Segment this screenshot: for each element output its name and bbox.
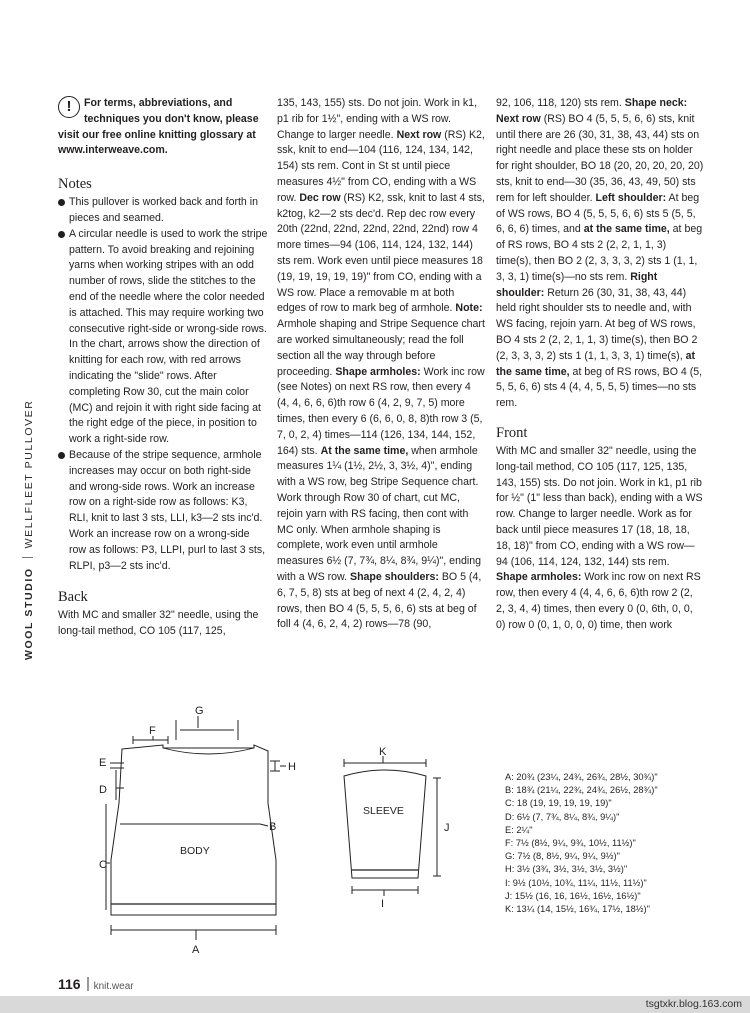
measure-k: K: 13¼ (14, 15½, 16¾, 17½, 18½)" (505, 904, 650, 915)
label-a: A (192, 944, 200, 956)
note-1: This pullover is worked back and forth in pieces and seamed. (58, 195, 268, 227)
back-instructions-cont: 92, 106, 118, 120) sts rem. Shape neck: Next row (RS) BO 4 (5, 5, 5, 6, 6) sts, knit until there are 26 (30, 31, 38, 43, 44) sts on right needle and place these sts on holder for right shoulder, BO 18 (20, 20, 20, 20, 20) sts, knit to end—30 (35, 36, 43, 49, 50) sts rem for left shoulder. Left shoulder: At beg of WS rows, BO 4 (5, 5, 5, 6, 6) sts 5 (5, 5, 6, 6, 6) times, and at the same time, at beg of RS rows, BO 4 sts 2 (2, 2, 1, 1, 3) time(s), then BO 2 (2, 3, 3, 3, 2) sts 1 (1, 1, 3, 3, 1) time(s)—no sts rem. Right shoulder: Return 26 (30, 31, 38, 43, 44) held right shoulder sts to needle and, with WS facing, rejoin yarn. At beg of WS rows, BO 4 sts 2 (2, 2, 1, 1, 3) time(s), then BO 2 (2, 3, 3, 3, 2) sts 1 (1, 1, 3, 3, 1) time(s), at the same time, at beg of RS rows, BO 4 (5, 5, 5, 6, 6) sts 4 (4, 4, 5, 5, 5) times—no sts rem. (496, 97, 704, 410)
label-i: I (381, 898, 385, 910)
measure-g: G: 7½ (8, 8½, 9¼, 9¼, 9½)" (505, 851, 620, 862)
measure-i: I: 9½ (10½, 10¾, 11¼, 11½, 11½)" (505, 877, 647, 888)
label-d: D (99, 784, 107, 796)
sleeve-label: SLEEVE (363, 805, 404, 817)
column-1 (58, 96, 268, 640)
label-g: G (195, 705, 204, 717)
side-separator (22, 557, 33, 558)
back-instructions: 135, 143, 155) sts. Do not join. Work in k1, p1 rib for 1½", ending with a WS row. Change to larger needle. Next row (RS) K2, ssk, knit to end—104 (116, 124, 134, 142, 154) sts rem. Cont in St st until piece measures 4½" from CO, ending with a WS row. Dec row (RS) K2, ssk, knit to last 4 sts, k2tog, k2—2 sts dec'd. Rep dec row every 20th (22nd, 22nd, 22nd, 22nd, 22nd) row 4 more times—94 (106, 114, 124, 132, 144) sts rem. Work even until piece measures 18 (19, 19, 19, 19, 19)" from CO, ending with a WS row. Place a removable m at both edges of row to mark beg of armhole. Note: Armhole shaping and Stripe Sequence chart are worked simultaneously; read the foll section all the way through before proceeding. Shape armholes: Work inc row (see Notes) on next RS row, then every 4 (4, 4, 6, 6, 6)th row 6 (4, 2, 9, 7, 5) more times, then every 6 (6, 6, 0, 8, 8)th row 3 (5, 7, 0, 2, 4) times—114 (126, 134, 144, 152, 164) sts. At the same time, when armhole measures 1¼ (1½, 2½, 3, 3½, 4)", ending with a WS row, beg Stripe Sequence chart. Work through Row 30 of chart, cut MC, rejoin yarn with RS facing, then cont with MC only. When armhole shaping is complete, work even until armhole measures 6½ (7, 7¾, 8¼, 8¾, 9¼)", ending with a WS row. Shape shoulders: BO 5 (4, 6, 7, 5, 8) sts at beg of next 4 (2, 4, 2, 4) rows, then BO 4 (5, 5, 5, 6, 6) sts at beg of foll 4 (4, 6, 2, 4, 2) rows—78 (90, (277, 97, 485, 631)
label-b: B (269, 821, 277, 833)
note-3: Because of the stripe sequence, armhole increases may occur on both right-side and wrong-side rows. Work an increase row on a right-side row as follows: K3, RLI, knit to last 3 sts, LLI, k3—2 sts inc'd. Work an increase row on a wrong-side row as follows: P3, LLPI, purl to last 3 sts, RLPI, p3—2 sts inc'd. (58, 448, 268, 574)
side-label (22, 400, 35, 660)
measure-h: H: 3½ (3¾, 3½, 3½, 3½, 3½)" (505, 864, 628, 875)
measure-e: E: 2¼" (505, 824, 533, 835)
glossary-notice (58, 96, 268, 159)
measure-a: A: 20¾ (23¼, 24¾, 26¾, 28½, 30¾)" (505, 772, 658, 782)
label-h: H (288, 761, 296, 773)
column-3 (496, 96, 704, 634)
watermark: tsgtxkr.blog.163.com (645, 998, 742, 1010)
wool-studio-label: WOOL STUDIO (23, 567, 35, 660)
back-heading: Back (58, 589, 88, 606)
notice-text: For terms, abbreviations, and techniques you don't know, please visit our free online knitting glossary at www.interweave.com. (58, 97, 259, 157)
column-2 (277, 96, 485, 633)
footer-bar (0, 996, 750, 1013)
folio-divider (87, 977, 89, 991)
back-text-start: With MC and smaller 32" needle, using the long-tail method, CO 105 (117, 125, (58, 609, 259, 638)
magazine-name: knit.wear (93, 981, 134, 992)
measure-f: F: 7½ (8½, 9¼, 9¾, 10½, 11½)" (505, 838, 636, 849)
measurements-list (505, 771, 658, 916)
page-number: 116 (58, 976, 81, 992)
sleeve-outline (344, 770, 426, 878)
schematic-diagram (88, 700, 488, 960)
measure-j: J: 15½ (16, 16, 16½, 16½, 16½)" (505, 890, 641, 901)
body-outline (111, 745, 276, 915)
label-e: E (99, 757, 107, 769)
label-j: J (444, 822, 450, 834)
exclamation-icon: ! (58, 96, 80, 118)
body-label: BODY (180, 845, 210, 857)
front-instructions: With MC and smaller 32" needle, using the long-tail method, CO 105 (117, 125, 135, 143, 155) sts. Do not join. Work in k1, p1 rib for ½" (1" less than back), ending with a WS row. Change to larger needle. Work as for back until piece measures 17 (18, 18, 18, 18, 18)" from CO, ending with a WS row—94 (106, 114, 124, 132, 144) sts rem. Shape armholes: Work inc row on next RS row, then every 4 (4, 4, 6, 6, 6)th row 2 (2, 2, 3, 4, 4) times, then every 0 (0, 6th, 0, 0, 0) row 0 (0, 1, 0, 0, 0) time, then work (496, 444, 703, 631)
folio (58, 976, 134, 992)
label-k: K (379, 746, 387, 758)
front-heading: Front (496, 424, 528, 441)
label-f: F (149, 725, 156, 737)
notes-heading: Notes (58, 176, 92, 193)
measure-b: B: 18¾ (21¼, 22¾, 24¾, 26½, 28¾)" (505, 785, 658, 796)
measure-c: C: 18 (19, 19, 19, 19, 19)" (505, 798, 612, 809)
label-c: C (99, 859, 107, 871)
note-2: A circular needle is used to work the stripe pattern. To avoid breaking and rejoining yarns when working stripes with an odd number of rows, slide the stitches to the end of the needle where the color needed is attached. This may require working two consecutive right-side or wrong-side rows. In the chart, arrows show the direction of knitting for each row, with red arrows indicating the "slide" rows. After completing Row 30, cut the main color (MC) and rejoin it with right side facing at the right edge of the piece, in position to work a right-side row. (58, 227, 268, 448)
pattern-name-label: WELLFLEET PULLOVER (23, 399, 35, 549)
measure-d: D: 6½ (7, 7¾, 8¼, 8¾, 9¼)" (505, 811, 620, 822)
